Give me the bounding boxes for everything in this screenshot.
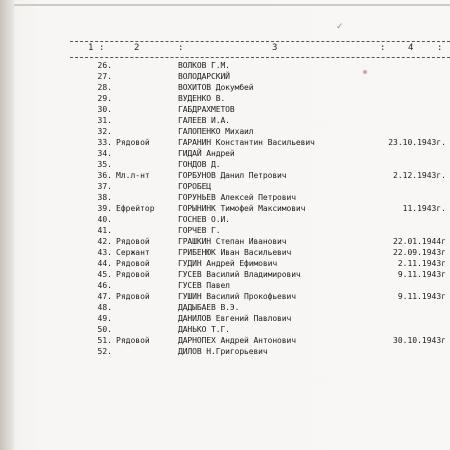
table-row — [0, 192, 450, 203]
row-number: 27. — [97, 72, 112, 81]
table-row — [0, 82, 450, 93]
row-rank: Рядовой — [116, 237, 150, 246]
row-date: 11.1943г. — [402, 204, 446, 213]
pencil-check-mark-icon: ✓ — [336, 22, 344, 32]
row-number: 48. — [97, 303, 112, 312]
table-row — [0, 214, 450, 225]
row-name: ДАРНОПЕХ Андрей Антонович — [178, 336, 296, 345]
row-rank: Рядовой — [116, 270, 150, 279]
row-number: 30. — [97, 105, 112, 114]
row-number: 40. — [97, 215, 112, 224]
table-row — [0, 203, 450, 214]
row-name: ГОРОБЕЦ — [178, 182, 212, 191]
row-name: ГУШИН Василий Прокофьевич — [178, 292, 296, 301]
table-row — [0, 159, 450, 170]
row-date: 2.11.1943г — [397, 259, 446, 268]
row-rank: Рядовой — [116, 259, 150, 268]
row-number: 50. — [97, 325, 112, 334]
row-name: ГУДИН Андрей Ефимович — [178, 259, 278, 268]
table-row — [0, 115, 450, 126]
table-row — [0, 225, 450, 236]
table-row — [0, 291, 450, 302]
row-number: 32. — [97, 127, 112, 136]
row-name: ГОНДОВ Д. — [178, 160, 221, 169]
header-sep: : — [437, 43, 443, 53]
row-name: ДАНИЛОВ Евгений Павлович — [178, 314, 292, 323]
row-rank: Сержант — [116, 248, 150, 257]
table-row — [0, 137, 450, 148]
row-name: ДАНЬКО Т.Г. — [178, 325, 230, 334]
row-rank: Мл.л-нт — [116, 171, 150, 180]
row-name: ВОЛОДАРСКИЙ — [178, 72, 230, 81]
row-number: 31. — [97, 116, 112, 125]
row-number: 52. — [97, 347, 112, 356]
header-sep: : — [178, 43, 184, 53]
row-name: ВОЛКОВ Г.М. — [178, 61, 230, 70]
row-name: ГУСЕВ Василий Владимирович — [178, 270, 301, 279]
table-row — [0, 71, 450, 82]
row-number: 43. — [97, 248, 112, 257]
table-header — [0, 43, 450, 57]
table-row — [0, 324, 450, 335]
row-number: 47. — [97, 292, 112, 301]
table-row — [0, 93, 450, 104]
row-name: ВОХИТОВ Докумбей — [178, 83, 254, 92]
header-sep: : — [99, 43, 105, 53]
table-row — [0, 335, 450, 346]
row-name: ДАДЫБАЕВ В.Э. — [178, 303, 240, 312]
row-number: 46. — [97, 281, 112, 290]
row-name: ГИДАЙ Андрей — [178, 149, 235, 158]
table-row — [0, 346, 450, 357]
row-name: ГОСНЕВ О.И. — [178, 215, 230, 224]
row-name: ГУСЕВ Павел — [178, 281, 230, 290]
row-date: 9.11.1943г — [397, 270, 446, 279]
header-top-rule — [70, 41, 450, 42]
row-name: ДИЛОВ Н.Григорьевич — [178, 347, 268, 356]
row-date: 2.12.1943г. — [393, 171, 446, 180]
table-row — [0, 269, 450, 280]
row-number: 51. — [97, 336, 112, 345]
header-col3: 3 — [272, 43, 278, 53]
row-number: 37. — [97, 182, 112, 191]
row-number: 42. — [97, 237, 112, 246]
row-number: 44. — [97, 259, 112, 268]
table-row — [0, 313, 450, 324]
row-name: ГОРБУНОВ Данил Петрович — [178, 171, 287, 180]
row-number: 35. — [97, 160, 112, 169]
row-name: ВУДЕНКО В. — [178, 94, 226, 103]
row-rank: Рядовой — [116, 138, 150, 147]
header-sep: : — [380, 43, 386, 53]
row-name: ГАБДРАХМЕТОВ — [178, 105, 235, 114]
table-row — [0, 170, 450, 181]
row-name: ГАЛОПЕНКО Михаил — [178, 127, 254, 136]
row-date: 30.10.1943г — [393, 336, 446, 345]
table-row — [0, 280, 450, 291]
table-row — [0, 104, 450, 115]
table-row — [0, 302, 450, 313]
row-number: 38. — [97, 193, 112, 202]
row-number: 26. — [97, 61, 112, 70]
row-number: 29. — [97, 94, 112, 103]
row-number: 39. — [97, 204, 112, 213]
row-date: 22.01.1944г — [393, 237, 446, 246]
table-row — [0, 247, 450, 258]
header-col4: 4 — [408, 43, 414, 53]
row-number: 41. — [97, 226, 112, 235]
page-top-edge — [14, 4, 450, 6]
row-date: 9.11.1943г — [397, 292, 446, 301]
table-row — [0, 148, 450, 159]
row-rank: Рядовой — [116, 292, 150, 301]
row-name: ГОРУНЬЕВ Алексей Петрович — [178, 193, 296, 202]
row-number: 33. — [97, 138, 112, 147]
row-name: ГАЛЕЕВ И.А. — [178, 116, 230, 125]
row-rank: Рядовой — [116, 336, 150, 345]
row-name: ГРАШКИН Степан Иванович — [178, 237, 287, 246]
row-rank: Ефрейтор — [116, 204, 155, 213]
row-name: ГОРЧЕВ Г. — [178, 226, 221, 235]
row-number: 45. — [97, 270, 112, 279]
row-name: ГАРАНИН Константин Васильевич — [178, 138, 315, 147]
table-row — [0, 60, 450, 71]
table-row — [0, 181, 450, 192]
header-col2: 2 — [134, 43, 140, 53]
row-date: 23.10.1943г. — [388, 138, 446, 147]
row-name: ГОРЫНИНК Тимофей Максимович — [178, 204, 306, 213]
table-row — [0, 236, 450, 247]
row-number: 49. — [97, 314, 112, 323]
header-bottom-rule — [70, 57, 450, 58]
row-date: 22.09.1943г — [393, 248, 446, 257]
table-row — [0, 258, 450, 269]
row-number: 36. — [97, 171, 112, 180]
row-number: 28. — [97, 83, 112, 92]
table-row — [0, 126, 450, 137]
row-number: 34. — [97, 149, 112, 158]
header-col1: 1 — [88, 43, 94, 53]
row-name: ГРИБЕНЮК Иван Васильевич — [178, 248, 292, 257]
